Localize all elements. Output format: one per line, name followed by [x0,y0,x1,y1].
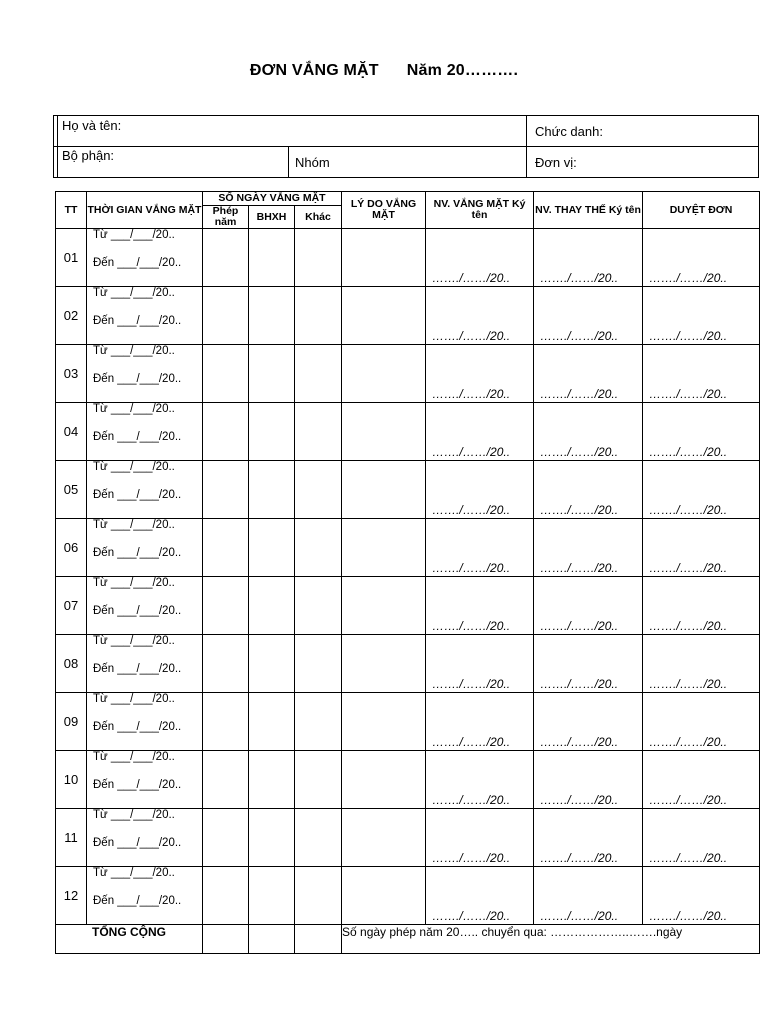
approval-signature-cell[interactable] [643,461,760,519]
to-date: Đến ___/___/20.. [93,373,182,385]
signature-date: ……./……/20.. [649,851,728,865]
from-date: Từ ___/___/20.. [93,229,175,241]
replacement-signature-cell[interactable] [534,461,643,519]
approval-signature-cell[interactable] [643,287,760,345]
header-replacement: NV. THAY THẾ Ký tên [534,192,643,229]
reason-cell[interactable] [342,287,426,345]
date-range-cell[interactable] [87,693,203,751]
total-bhxh-cell[interactable] [249,925,295,954]
replacement-signature-cell[interactable] [534,577,643,635]
absent-signature-cell[interactable] [426,635,534,693]
approval-signature-cell[interactable] [643,635,760,693]
from-date: Từ ___/___/20.. [93,519,175,531]
approval-signature-cell[interactable] [643,229,760,287]
annual-leave-cell[interactable] [203,229,249,287]
signature-date: ……./……/20.. [649,561,728,575]
from-date: Từ ___/___/20.. [93,809,175,821]
signature-date: ……./……/20.. [432,851,511,865]
replacement-signature-cell[interactable] [534,345,643,403]
reason-cell[interactable] [342,693,426,751]
date-range-cell[interactable] [87,345,203,403]
signature-date: ……./……/20.. [649,387,728,401]
annual-leave-cell[interactable] [203,867,249,925]
bhxh-cell[interactable] [249,519,295,577]
signature-date: ……./……/20.. [649,503,728,517]
annual-leave-cell[interactable] [203,461,249,519]
annual-leave-cell[interactable] [203,519,249,577]
title-text: ĐƠN VẮNG MẶT [249,62,379,79]
date-range-cell[interactable] [87,287,203,345]
annual-leave-cell[interactable] [203,751,249,809]
replacement-signature-cell[interactable] [534,403,643,461]
bhxh-cell[interactable] [249,751,295,809]
absent-signature-cell[interactable] [426,867,534,925]
signature-date: ……./……/20.. [649,619,728,633]
header-approval: DUYỆT ĐƠN [643,192,760,229]
to-date: Đến ___/___/20.. [93,663,182,675]
other-cell[interactable] [295,519,342,577]
date-range-cell[interactable] [87,519,203,577]
department-label: Bộ phận: [62,148,115,163]
approval-signature-cell[interactable] [643,403,760,461]
absent-signature-cell[interactable] [426,693,534,751]
bhxh-cell[interactable] [249,809,295,867]
position-label: Chức danh: [535,124,603,139]
bhxh-cell[interactable] [249,635,295,693]
total-label: TỔNG CỘNG [56,925,203,954]
approval-signature-cell[interactable] [643,809,760,867]
from-date: Từ ___/___/20.. [93,345,175,357]
row-number: 02 [56,287,87,345]
signature-date: ……./……/20.. [540,677,619,691]
to-date: Đến ___/___/20.. [93,431,182,443]
row-number: 05 [56,461,87,519]
absent-signature-cell[interactable] [426,287,534,345]
table-row [56,809,760,867]
annual-leave-cell[interactable] [203,809,249,867]
date-range-cell[interactable] [87,867,203,925]
from-date: Từ ___/___/20.. [93,693,175,705]
date-range-cell[interactable] [87,577,203,635]
to-date: Đến ___/___/20.. [93,257,182,269]
to-date: Đến ___/___/20.. [93,721,182,733]
reason-cell[interactable] [342,519,426,577]
annual-leave-cell[interactable] [203,403,249,461]
signature-date: ……./……/20.. [432,561,511,575]
replacement-signature-cell[interactable] [534,809,643,867]
form-title [0,62,768,80]
from-date: Từ ___/___/20.. [93,461,175,473]
signature-date: ……./……/20.. [540,561,619,575]
to-date: Đến ___/___/20.. [93,779,182,791]
table-row [56,577,760,635]
from-date: Từ ___/___/20.. [93,751,175,763]
replacement-signature-cell[interactable] [534,229,643,287]
group-label: Nhóm [295,155,330,170]
other-cell[interactable] [295,751,342,809]
annual-leave-cell[interactable] [203,693,249,751]
replacement-signature-cell[interactable] [534,751,643,809]
reason-cell[interactable] [342,229,426,287]
total-annual-cell[interactable] [203,925,249,954]
other-cell[interactable] [295,345,342,403]
signature-date: ……./……/20.. [649,909,728,923]
date-range-cell[interactable] [87,809,203,867]
row-number: 01 [56,229,87,287]
signature-date: ……./……/20.. [540,793,619,807]
signature-date: ……./……/20.. [432,677,511,691]
signature-date: ……./……/20.. [540,909,619,923]
table-row [56,287,760,345]
other-cell[interactable] [295,287,342,345]
signature-date: ……./……/20.. [540,271,619,285]
to-date: Đến ___/___/20.. [93,605,182,617]
bhxh-cell[interactable] [249,577,295,635]
from-date: Từ ___/___/20.. [93,287,175,299]
reason-cell[interactable] [342,751,426,809]
to-date: Đến ___/___/20.. [93,315,182,327]
bhxh-cell[interactable] [249,229,295,287]
row-number: 09 [56,693,87,751]
signature-date: ……./……/20.. [432,271,511,285]
signature-date: ……./……/20.. [540,619,619,633]
replacement-signature-cell[interactable] [534,635,643,693]
from-date: Từ ___/___/20.. [93,635,175,647]
to-date: Đến ___/___/20.. [93,547,182,559]
approval-signature-cell[interactable] [643,693,760,751]
other-cell[interactable] [295,867,342,925]
approval-signature-cell[interactable] [643,345,760,403]
date-range-cell[interactable] [87,461,203,519]
replacement-signature-cell[interactable] [534,693,643,751]
absence-table [55,191,760,954]
reason-cell[interactable] [342,577,426,635]
signature-date: ……./……/20.. [432,909,511,923]
row-number: 07 [56,577,87,635]
bhxh-cell[interactable] [249,693,295,751]
from-date: Từ ___/___/20.. [93,403,175,415]
row-number: 08 [56,635,87,693]
signature-date: ……./……/20.. [649,271,728,285]
header-annual-leave: Phép năm [203,206,249,229]
date-range-cell[interactable] [87,403,203,461]
annual-leave-cell[interactable] [203,635,249,693]
row-number: 03 [56,345,87,403]
table-row [56,519,760,577]
divider [54,146,758,147]
table-row [56,403,760,461]
absent-signature-cell[interactable] [426,751,534,809]
date-range-cell[interactable] [87,635,203,693]
header-time: THỜI GIAN VẮNG MẶT [87,192,203,229]
table-row [56,693,760,751]
header-absent-employee: NV. VẮNG MẶT Ký tên [426,192,534,229]
divider [526,116,527,177]
annual-leave-cell[interactable] [203,287,249,345]
name-label: Họ và tên: [62,118,122,133]
header-other: Khác [295,206,342,229]
other-cell[interactable] [295,809,342,867]
absent-signature-cell[interactable] [426,403,534,461]
title-year: Năm 20………. [406,62,519,79]
replacement-signature-cell[interactable] [534,867,643,925]
approval-signature-cell[interactable] [643,519,760,577]
row-number: 11 [56,809,87,867]
to-date: Đến ___/___/20.. [93,895,182,907]
employee-info-box [53,115,759,178]
other-cell[interactable] [295,635,342,693]
other-cell[interactable] [295,229,342,287]
table-row [56,461,760,519]
signature-date: ……./……/20.. [540,503,619,517]
bhxh-cell[interactable] [249,345,295,403]
signature-date: ……./……/20.. [540,445,619,459]
replacement-signature-cell[interactable] [534,519,643,577]
row-number: 10 [56,751,87,809]
reason-cell[interactable] [342,345,426,403]
signature-date: ……./……/20.. [649,793,728,807]
approval-signature-cell[interactable] [643,577,760,635]
approval-signature-cell[interactable] [643,751,760,809]
to-date: Đến ___/___/20.. [93,489,182,501]
absent-signature-cell[interactable] [426,461,534,519]
header-bhxh: BHXH [249,206,295,229]
replacement-signature-cell[interactable] [534,287,643,345]
signature-date: ……./……/20.. [649,445,728,459]
carryover-text: Số ngày phép năm 20….. chuyển qua: ………………..…….ngày [342,925,760,954]
table-row [56,751,760,809]
total-other-cell[interactable] [295,925,342,954]
absent-signature-cell[interactable] [426,519,534,577]
table-row [56,867,760,925]
reason-cell[interactable] [342,809,426,867]
absent-signature-cell[interactable] [426,345,534,403]
table-row [56,345,760,403]
divider [288,146,289,177]
approval-signature-cell[interactable] [643,867,760,925]
signature-date: ……./……/20.. [432,735,511,749]
row-number: 06 [56,519,87,577]
reason-cell[interactable] [342,635,426,693]
absent-signature-cell[interactable] [426,229,534,287]
other-cell[interactable] [295,461,342,519]
unit-label: Đơn vị: [535,155,577,170]
signature-date: ……./……/20.. [432,793,511,807]
row-number: 12 [56,867,87,925]
to-date: Đến ___/___/20.. [93,837,182,849]
from-date: Từ ___/___/20.. [93,867,175,879]
header-reason: LÝ DO VẮNG MẶT [342,192,426,229]
absent-signature-cell[interactable] [426,577,534,635]
reason-cell[interactable] [342,461,426,519]
signature-date: ……./……/20.. [649,677,728,691]
signature-date: ……./……/20.. [649,735,728,749]
signature-date: ……./……/20.. [540,851,619,865]
signature-date: ……./……/20.. [432,619,511,633]
absent-signature-cell[interactable] [426,809,534,867]
other-cell[interactable] [295,577,342,635]
table-row [56,229,760,287]
bhxh-cell[interactable] [249,403,295,461]
signature-date: ……./……/20.. [432,329,511,343]
annual-leave-cell[interactable] [203,577,249,635]
reason-cell[interactable] [342,867,426,925]
signature-date: ……./……/20.. [540,329,619,343]
date-range-cell[interactable] [87,751,203,809]
table-row [56,635,760,693]
from-date: Từ ___/___/20.. [93,577,175,589]
signature-date: ……./……/20.. [432,387,511,401]
bhxh-cell[interactable] [249,461,295,519]
header-days: SỐ NGÀY VẮNG MẶT [203,192,342,206]
other-cell[interactable] [295,693,342,751]
row-number: 04 [56,403,87,461]
signature-date: ……./……/20.. [432,445,511,459]
reason-cell[interactable] [342,403,426,461]
bhxh-cell[interactable] [249,867,295,925]
signature-date: ……./……/20.. [540,735,619,749]
signature-date: ……./……/20.. [540,387,619,401]
date-range-cell[interactable] [87,229,203,287]
annual-leave-cell[interactable] [203,345,249,403]
signature-date: ……./……/20.. [649,329,728,343]
other-cell[interactable] [295,403,342,461]
bhxh-cell[interactable] [249,287,295,345]
signature-date: ……./……/20.. [432,503,511,517]
header-tt: TT [56,192,87,229]
